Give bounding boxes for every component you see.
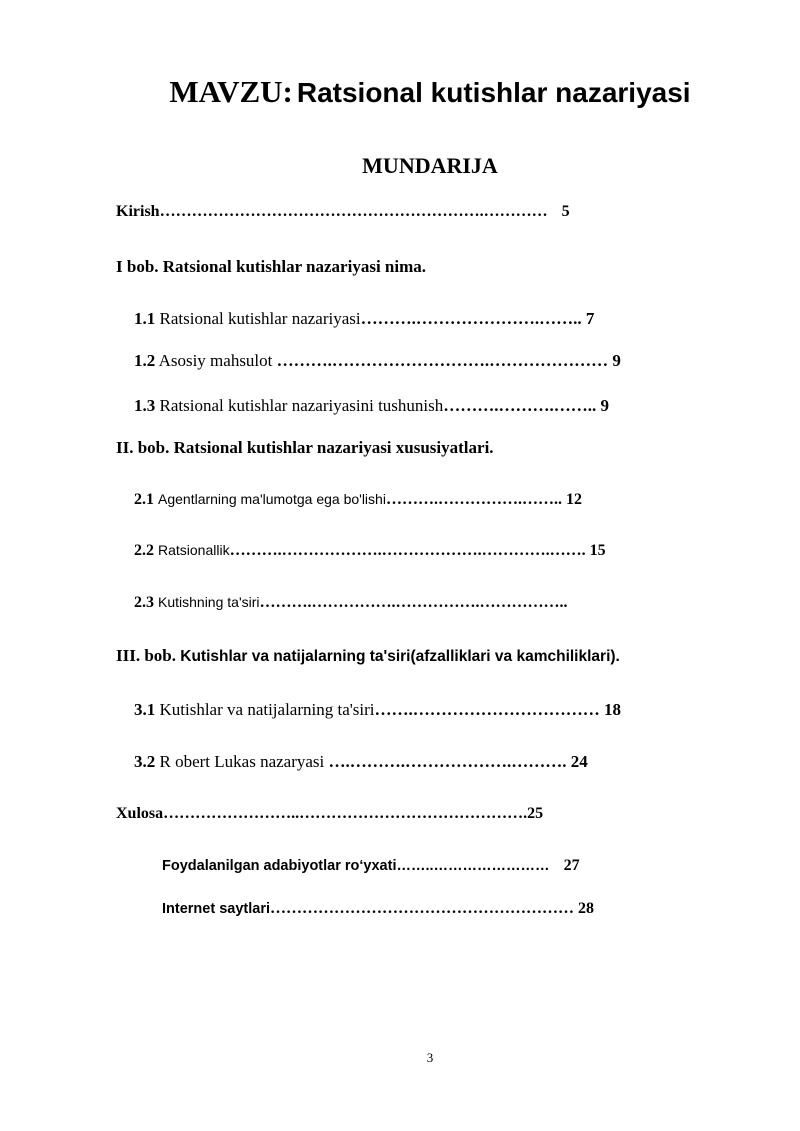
item-page: 12: [565, 491, 582, 508]
toc-websites: [162, 900, 594, 918]
item-page: 9: [612, 351, 621, 370]
intro-dots: …………………………………………………….…………: [159, 203, 548, 220]
item-number: 1.2: [134, 351, 156, 370]
toc-conclusion: [116, 805, 543, 823]
chapter-1-heading: [116, 257, 426, 277]
chapter-2-prefix: II. bob.: [116, 438, 170, 457]
item-text: R obert Lukas nazaryasi: [159, 752, 329, 771]
toc-item-2-3: [134, 594, 568, 612]
chapter-3-title: Kutishlar va natijalarning ta'siri(afzalliklari va kamchiliklari).: [180, 648, 620, 665]
item-page: 7: [585, 309, 595, 328]
websites-label: Internet saytlari: [162, 901, 270, 917]
item-number: 2.1: [134, 491, 154, 508]
contents-heading: MUNDARIJA: [362, 153, 498, 178]
item-dots: ……….………………….……..: [360, 309, 582, 328]
document-title: [0, 74, 800, 110]
chapter-1-prefix: I bob.: [116, 257, 159, 276]
chapter-1-title: Ratsional kutishlar nazariyasi nima.: [162, 257, 427, 276]
toc-item-1-1: [134, 309, 594, 329]
item-number: 3.1: [134, 700, 156, 719]
toc-item-3-1: [134, 700, 621, 720]
conclusion-dots: ……………………..…………………………………….: [163, 805, 528, 822]
item-number: 2.3: [134, 594, 154, 611]
item-dots: ……….…………….…………….……………..: [259, 594, 568, 611]
conclusion-label: Xulosa: [116, 805, 164, 822]
item-text: Ratsionallik: [158, 542, 230, 558]
item-text: Kutishlar va natijalarning ta'siri: [159, 700, 375, 719]
toc-references: [162, 857, 580, 875]
websites-page: 28: [578, 900, 594, 917]
chapter-3-heading: [116, 646, 620, 666]
conclusion-page: 25: [527, 805, 544, 822]
item-text: Agentlarning ma'lumotga ega bo'lishi: [158, 491, 386, 507]
item-dots: ……….…………….……..: [385, 491, 562, 508]
item-dots: ….……….……………….……….: [328, 752, 567, 771]
item-number: 2.2: [134, 542, 154, 559]
references-dots: ……..……………………: [396, 858, 550, 874]
item-number: 1.3: [134, 396, 156, 415]
item-number: 3.2: [134, 752, 156, 771]
chapter-2-title: Ratsional kutishlar nazariyasi xususiyatlari.: [173, 438, 494, 457]
item-page: 15: [589, 542, 606, 559]
item-dots: …….……………………………: [374, 700, 600, 719]
toc-intro: [116, 203, 570, 221]
item-text: Asosiy mahsulot: [158, 351, 277, 370]
item-text: Ratsional kutishlar nazariyasi: [159, 309, 361, 328]
references-label: Foydalanilgan adabiyotlar ro‘yxati: [162, 858, 397, 874]
toc-item-1-3: [134, 396, 609, 416]
item-dots: ……….……….……..: [443, 396, 597, 415]
intro-page: 5: [561, 203, 570, 220]
item-number: 1.1: [134, 309, 156, 328]
websites-dots: …………………………………………………: [270, 900, 574, 917]
page-number: 3: [426, 1050, 434, 1065]
item-text: Ratsional kutishlar nazariyasini tushunish: [159, 396, 444, 415]
intro-label: Kirish: [116, 203, 160, 220]
chapter-3-prefix: III. bob.: [116, 646, 177, 665]
toc-item-3-2: [134, 752, 588, 772]
item-dots: ……….……………….……………….………….…….: [229, 542, 586, 559]
item-page: 24: [570, 752, 588, 771]
item-page: 9: [600, 396, 610, 415]
toc-item-2-1: [134, 491, 582, 509]
chapter-2-heading: [116, 438, 494, 458]
references-page: 27: [563, 857, 580, 874]
title-label: MAVZU:: [169, 74, 293, 109]
title-text: Ratsional kutishlar nazariyasi: [296, 77, 691, 108]
toc-item-2-2: [134, 542, 606, 560]
item-text: Kutishning ta'siri: [158, 594, 260, 610]
item-page: 18: [604, 700, 622, 719]
item-dots: ……….……………………….…………………: [276, 351, 609, 370]
toc-item-1-2: [134, 351, 621, 371]
